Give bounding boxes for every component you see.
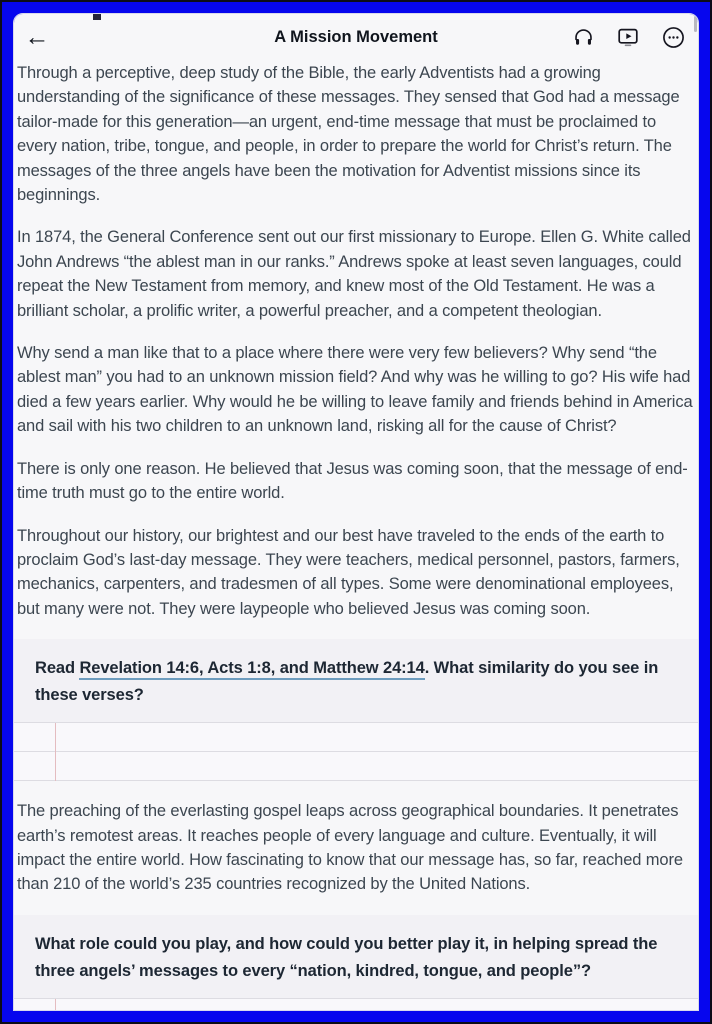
status-artifact: [93, 14, 101, 20]
question-text: What role could you play, and how could you better play it, in helping spread the three angels’ messages to every “nation, kindred, tongue, and people”?: [35, 934, 658, 980]
answer-line-input[interactable]: [14, 752, 698, 781]
header-bar: [14, 14, 698, 60]
back-button[interactable]: ←: [20, 20, 54, 54]
paragraph: In 1874, the General Conference sent out our first missionary to Europe. Ellen G. White called John Andrews “the ablest man in our ranks.” Andrews spoke at least seven languages, could repeat the New Testament from memory, and knew most of the Old Testament. He was a brilliant scholar, a prolific writer, a powerful preacher, and a competent theologian.: [17, 228, 691, 320]
notebook-margin-line: [55, 723, 56, 781]
paragraph: Throughout our history, our brightest and our best have traveled to the ends of the earth to proclaim God’s last-day message. They were teachers, medical personnel, pastors, farmers, mechanics, carpenters, and tradesmen of all types. Some were denominational employees, but many were not. They were laypeople who believed Jesus was coming soon.: [17, 526, 680, 618]
article-body: [14, 61, 698, 1010]
paragraph: Through a perceptive, deep study of the Bible, the early Adventists had a growing understanding of the significance of these messages. They sensed that God had a message tailor-made for this generation—an urgent, end-time message that must be proclaimed to every nation, tribe, tongue, and people, in order to prepare the world for Christ’s return. The messages of the three angels have been the motivation for Adventist missions since its beginnings.: [17, 64, 680, 205]
page-title: A Mission Movement: [274, 27, 438, 46]
header-actions: [570, 24, 686, 50]
headphones-icon: [572, 26, 595, 49]
answer-area: [14, 998, 698, 1010]
video-play-icon: [616, 25, 640, 49]
answer-area: [14, 722, 698, 781]
answer-line-input[interactable]: [14, 723, 698, 752]
video-button[interactable]: [615, 24, 641, 50]
question-text: [14, 639, 698, 722]
scrollbar-thumb[interactable]: [694, 16, 697, 32]
question-prefix: Read: [35, 659, 80, 678]
paragraph: The preaching of the everlasting gospel leaps across geographical boundaries. It penetrates earth’s remotest areas. It reaches people of every language and culture. Eventually, it will impact the entire world. How fascinating to know that our message has, so far, reached more than 210 of the world’s 235 countries recognized by the United Nations.: [17, 802, 683, 894]
more-options-button[interactable]: [660, 24, 686, 50]
reader-screen: [14, 14, 698, 1010]
question-block-1: [14, 639, 698, 781]
question-suffix: . What similarity do you see in these verses?: [35, 659, 659, 705]
paragraph: Why send a man like that to a place where there were very few believers? Why send “the ablest man” you had to an unknown mission field? And why was he willing to go? His wife had died a few years earlier. Why would he be willing to leave family and friends behind in America and sail with his two children to an unknown land, risking all for the cause of Christ?: [17, 344, 693, 436]
answer-line-input[interactable]: [14, 999, 698, 1010]
scripture-reference-link[interactable]: Revelation 14:6, Acts 1:8, and Matthew 24:14: [79, 659, 424, 680]
question-block-2: [14, 915, 698, 1010]
notebook-margin-line: [55, 999, 56, 1010]
ellipsis-circle-icon: [661, 25, 686, 50]
audio-headphones-button[interactable]: [570, 24, 596, 50]
paragraph: There is only one reason. He believed that Jesus was coming soon, that the message of end-time truth must go to the entire world.: [17, 459, 688, 503]
